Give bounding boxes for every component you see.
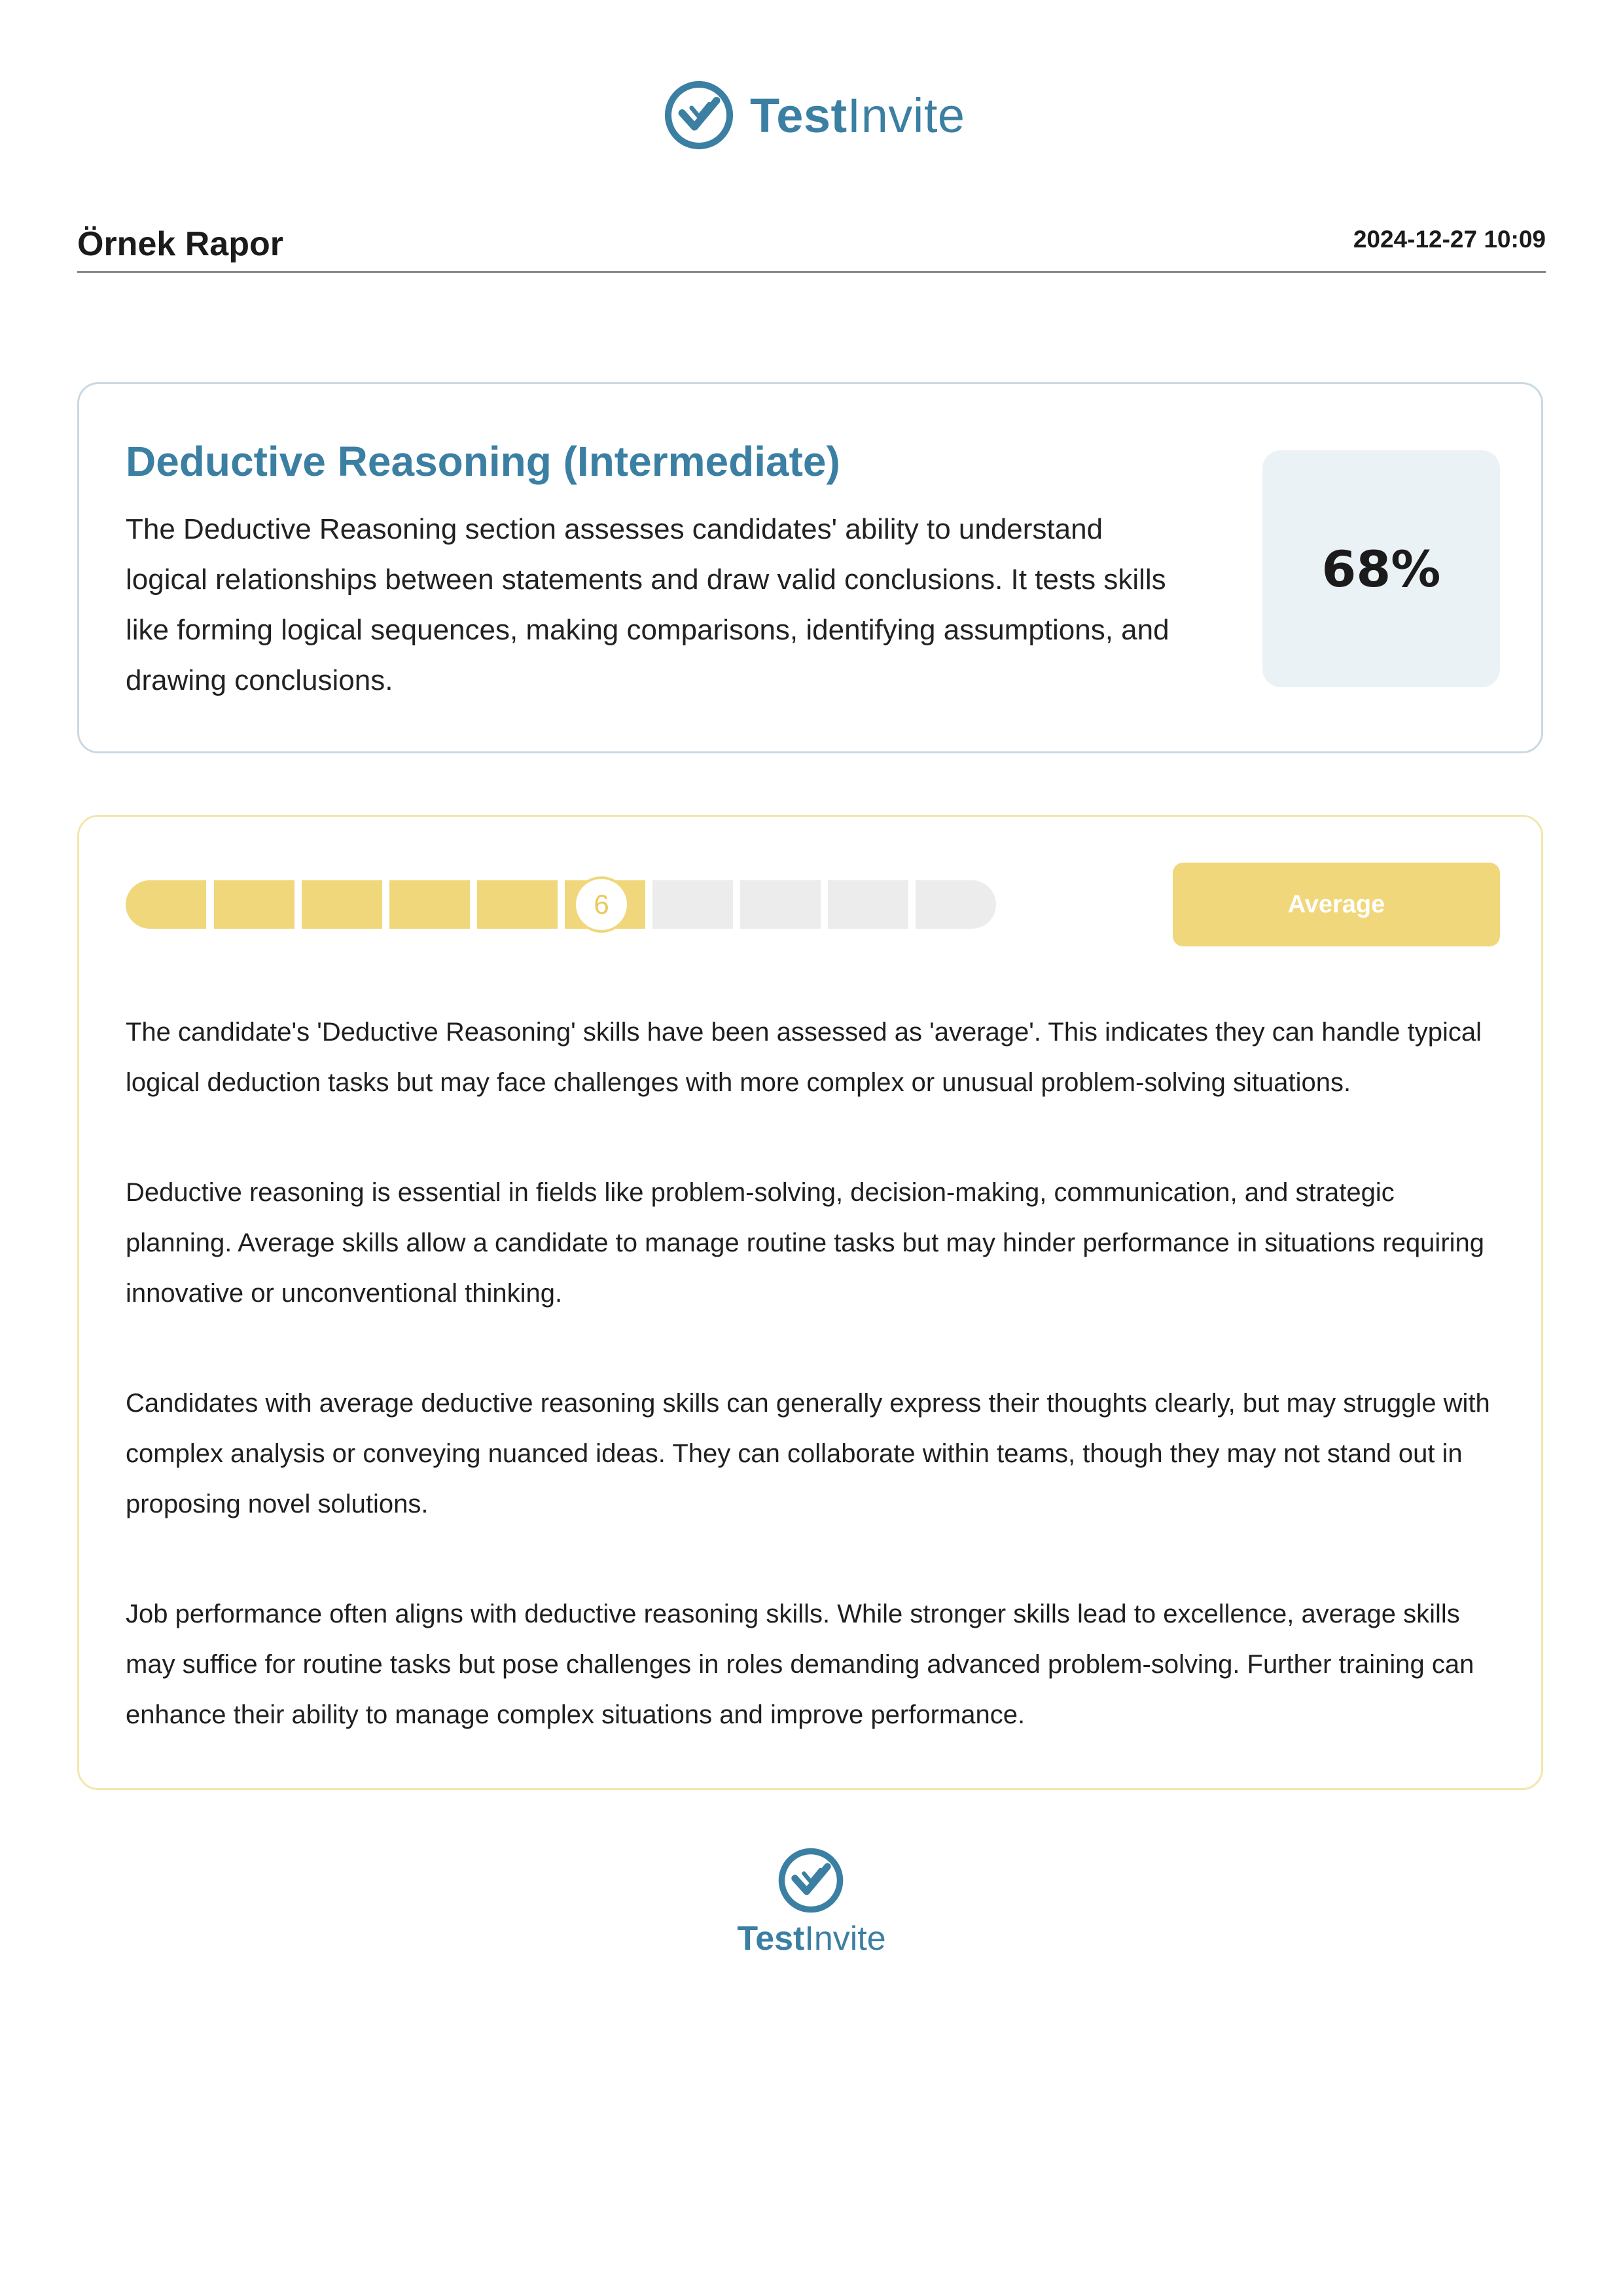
evaluation-paragraph: Candidates with average deductive reasoning skills can generally express their thoughts clearly, but may struggle with complex analysis or conveying nuanced ideas. They can collaborate within teams, though they may not stand out in proposing novel solutions. bbox=[126, 1389, 1490, 1518]
report-title: Örnek Rapor bbox=[77, 225, 283, 263]
scale-segment bbox=[916, 880, 996, 929]
scale-segment bbox=[214, 880, 294, 929]
brand-wordmark: TestInvite bbox=[737, 1920, 886, 1958]
testinvite-footer-logo bbox=[726, 1846, 897, 1964]
scale-segment bbox=[389, 880, 470, 929]
evaluation-paragraph: The candidate's 'Deductive Reasoning' skills have been assessed as 'average'. This indicates they can handle typical logical deduction tasks but may face challenges with more complex or unusual problem-solving situations. bbox=[126, 1018, 1482, 1097]
scale-segment bbox=[302, 880, 382, 929]
testinvite-logo bbox=[662, 74, 963, 156]
section-description: The Deductive Reasoning section assesses candidates' ability to understand logical relationships between statements and draw valid conclusions. It tests skills like forming logical sequences, making comparisons, identifying assumptions, and drawing conclusions. bbox=[126, 513, 1169, 696]
scale-segment bbox=[740, 880, 821, 929]
section-title: Deductive Reasoning (Intermediate) bbox=[126, 438, 840, 485]
check-badge-icon bbox=[776, 1846, 846, 1915]
level-scale bbox=[126, 880, 996, 929]
check-badge-icon bbox=[662, 79, 736, 152]
scale-segment bbox=[126, 880, 206, 929]
scale-segment bbox=[652, 880, 733, 929]
report-date: 2024-12-27 10:09 bbox=[1353, 226, 1546, 253]
header-divider bbox=[77, 271, 1546, 273]
evaluation-paragraph: Deductive reasoning is essential in fields like problem-solving, decision-making, communication, and strategic planning. Average skills allow a candidate to manage routine tasks but may hinder performance in situations requiring innovative or unconventional thinking. bbox=[126, 1178, 1485, 1308]
evaluation-paragraph: Job performance often aligns with deductive reasoning skills. While stronger skills lead to excellence, average skills may suffice for routine tasks but pose challenges in roles demanding advanced problem-solving. Further training can enhance their ability to manage complex situations and improve performance. bbox=[126, 1600, 1474, 1729]
scale-segment bbox=[828, 880, 908, 929]
level-badge: Average bbox=[1173, 863, 1500, 946]
score-percentage: 68% bbox=[1262, 450, 1500, 687]
scale-segment bbox=[477, 880, 558, 929]
brand-wordmark: TestInvite bbox=[750, 88, 965, 143]
scale-marker: 6 bbox=[573, 876, 630, 933]
